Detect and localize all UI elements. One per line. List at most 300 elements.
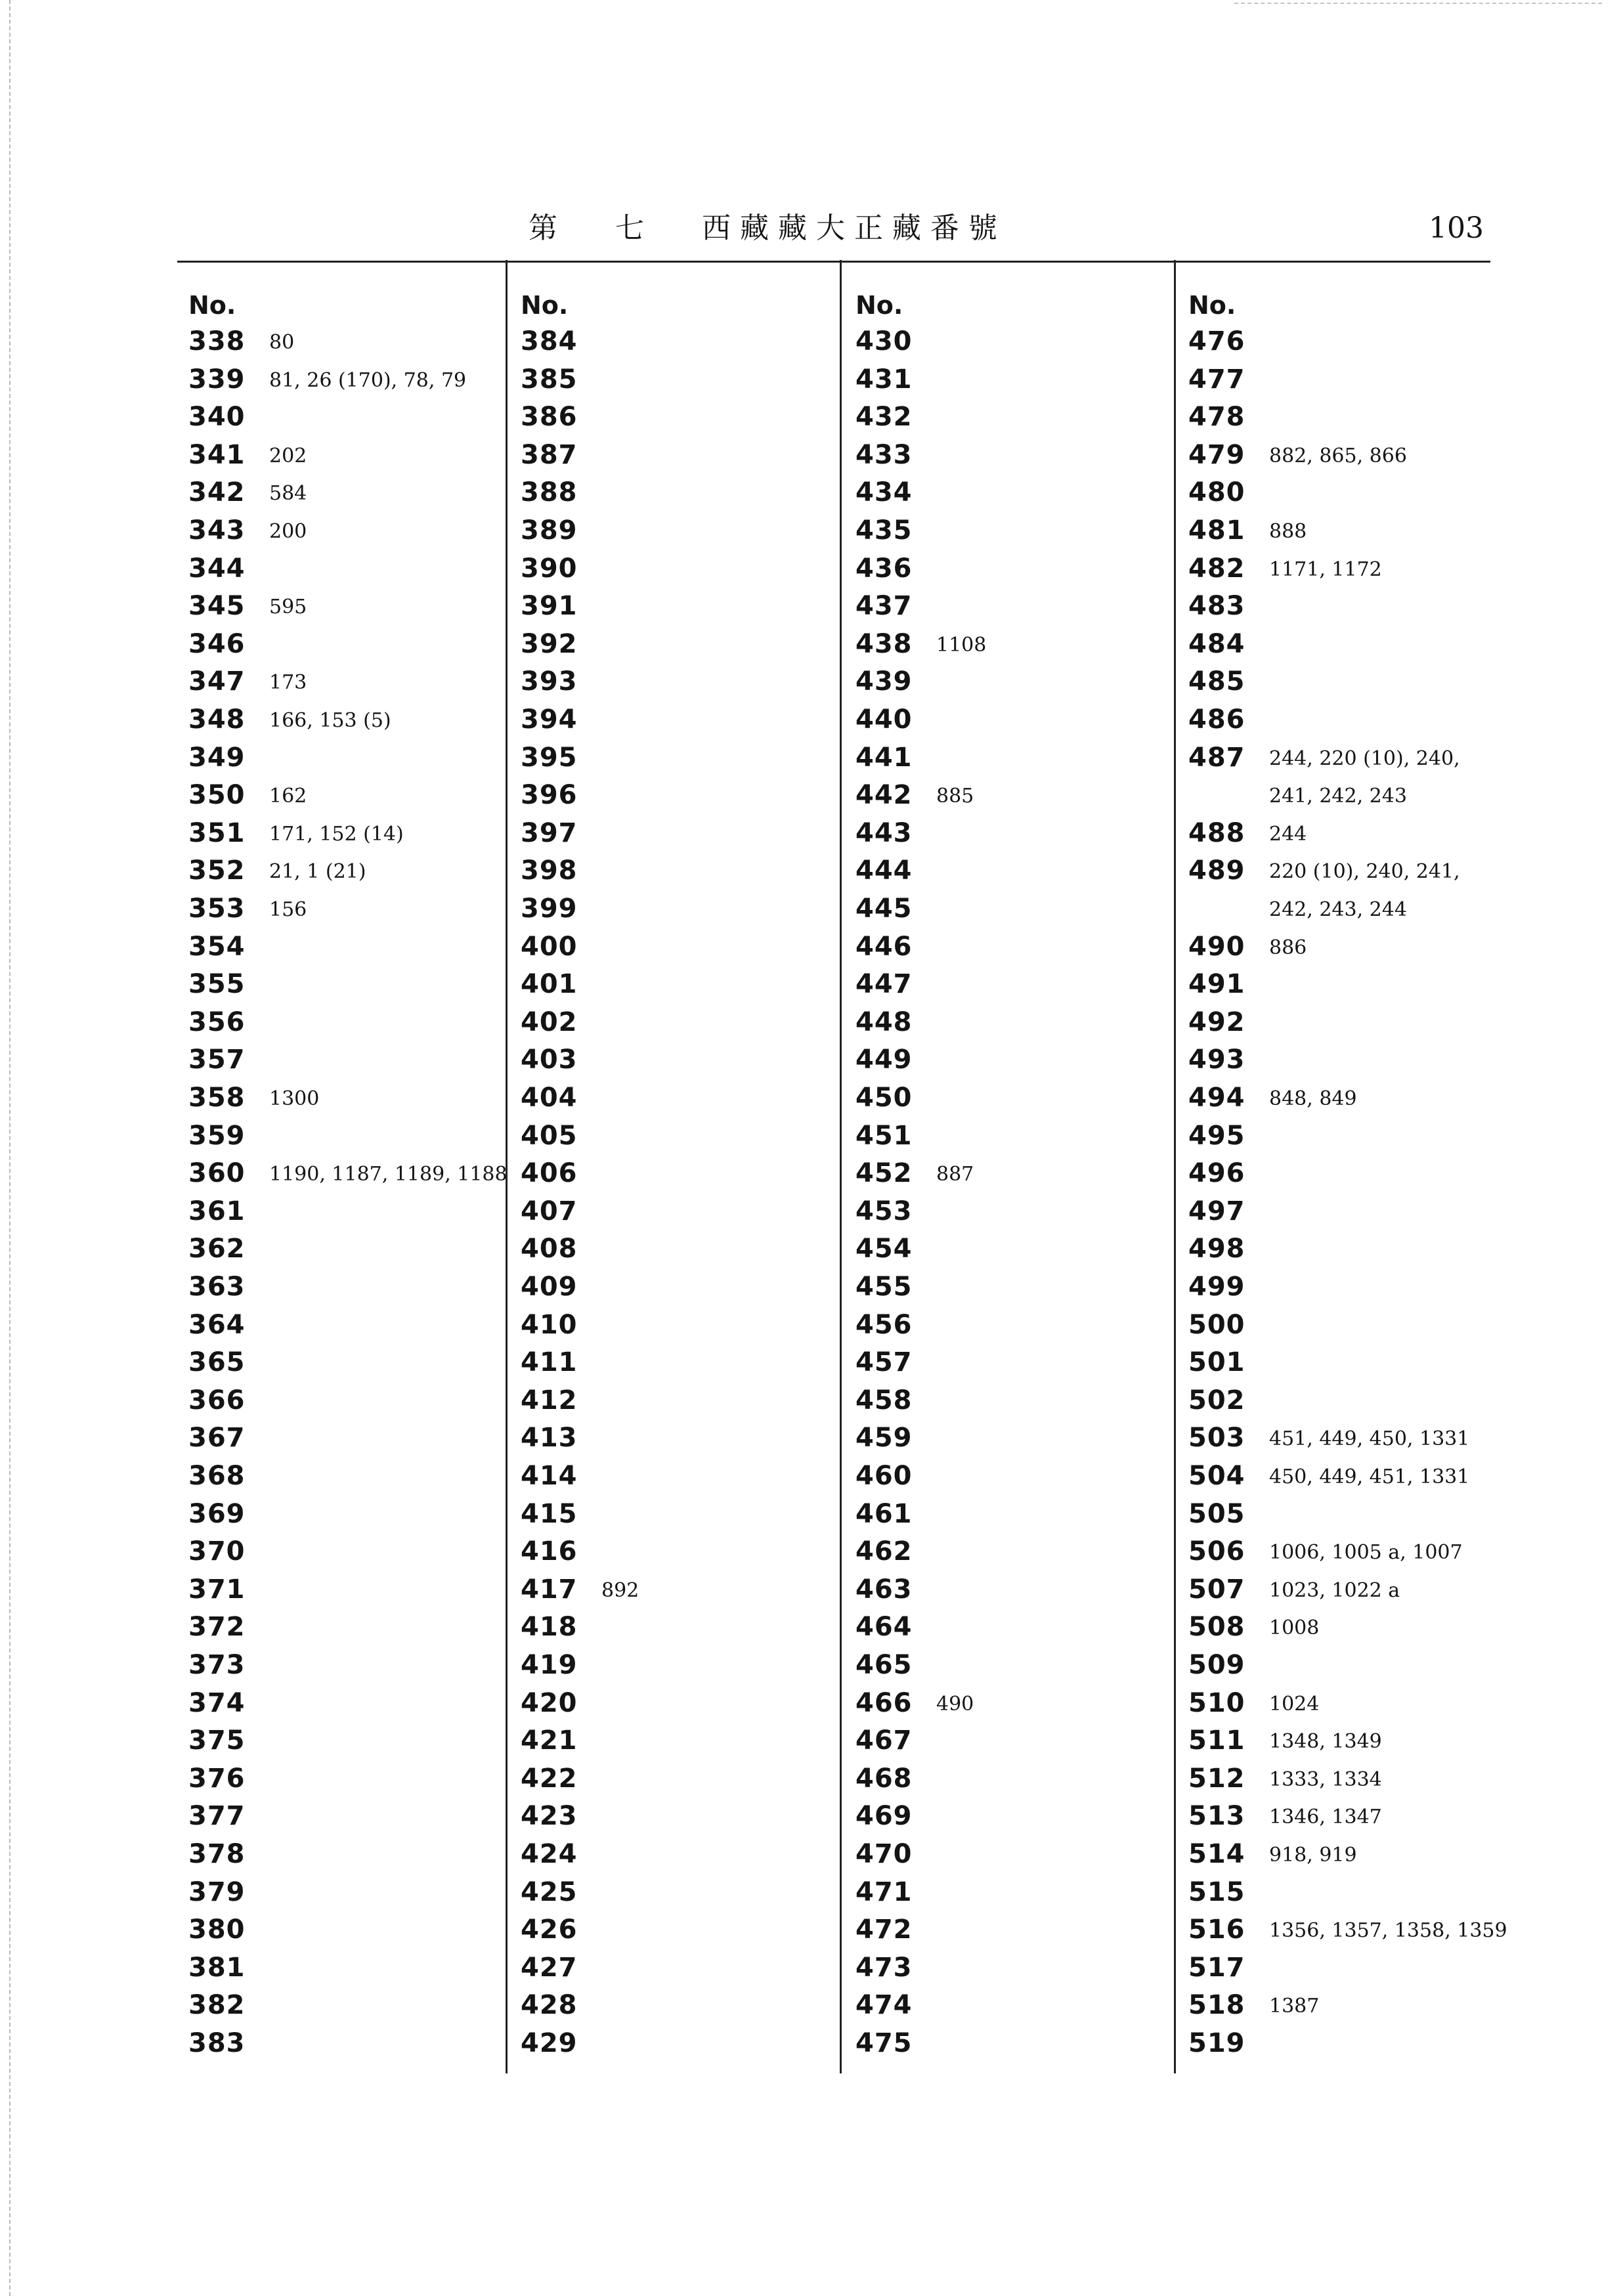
taisho-references: 490 [936,1692,974,1716]
entry-number: 376 [188,1763,246,1794]
entry-number: 379 [188,1876,246,1907]
table-row [855,1004,1197,1041]
entry-number: 492 [1188,1007,1245,1037]
taisho-references: 81, 26 (170), 78, 79 [269,368,467,392]
entry-number: 358 [188,1083,246,1113]
taisho-references: 1348, 1349 [1269,1730,1382,1754]
entry-number: 483 [1188,591,1245,622]
entry-number: 494 [1188,1083,1245,1113]
table-row [1188,1609,1530,1645]
entry-number: 426 [521,1915,578,1945]
entry-number: 512 [1188,1763,1245,1794]
taisho-references: 918, 919 [1269,1844,1357,1867]
entry-number: 503 [1188,1423,1245,1454]
taisho-references: 885 [936,785,974,808]
table-row [1188,1079,1530,1116]
entry-number: 399 [521,894,578,924]
table-row [188,1458,530,1494]
table-row [855,663,1197,700]
entry-number: 392 [521,628,578,659]
scan-left-edge [9,0,11,2296]
entry-number: 506 [1188,1536,1245,1567]
table-row [521,588,862,624]
table-row [855,399,1197,435]
table-row [1188,1760,1530,1797]
header-rule [177,261,1490,263]
entry-number: 485 [1188,666,1245,697]
entry-number: 437 [855,591,913,622]
entry-number: 402 [521,1007,578,1037]
table-row [855,739,1197,776]
entry-number: 353 [188,894,246,924]
entry-number: 502 [1188,1385,1245,1416]
entry-number: 377 [188,1801,246,1832]
table-row [521,890,862,927]
entry-number: 368 [188,1461,246,1491]
taisho-references: 595 [269,596,307,619]
entry-number: 439 [855,666,913,697]
entry-number: 360 [188,1158,246,1189]
taisho-references: 1006, 1005 a, 1007 [1269,1541,1463,1565]
entry-number: 519 [1188,2028,1245,2058]
table-row [521,1155,862,1192]
taisho-references: 200 [269,520,307,543]
table-row [855,550,1197,587]
taisho-references: 887 [936,1163,974,1186]
entry-number: 469 [855,1801,913,1832]
entry-number: 359 [188,1120,246,1151]
entry-number: 472 [855,1915,913,1945]
entry-number: 481 [1188,515,1245,546]
table-row [188,361,530,398]
table-row [855,1041,1197,1078]
table-row [521,1458,862,1494]
entry-number: 444 [855,856,913,886]
table-row [188,739,530,776]
entry-number: 462 [855,1536,913,1567]
entry-number: 428 [521,1990,578,2021]
taisho-references: 1333, 1334 [1269,1767,1382,1791]
table-row [188,701,530,738]
entry-number: 447 [855,969,913,1000]
table-row [188,1344,530,1381]
table-row [521,928,862,965]
table-row [1188,626,1530,662]
table-row [188,1041,530,1078]
entry-number: 374 [188,1687,246,1718]
table-row [855,1722,1197,1759]
table-row [1188,1041,1530,1078]
entry-number: 356 [188,1007,246,1037]
table-row [521,1760,862,1797]
entry-number: 474 [855,1990,913,2021]
table-row [855,437,1197,473]
table-row [1188,815,1530,852]
table-row [188,777,530,813]
entry-number: 477 [1188,364,1245,395]
table-row [521,1041,862,1078]
table-row [188,1533,530,1570]
entry-number: 495 [1188,1120,1245,1151]
table-row [521,1571,862,1608]
table-row [1188,1004,1530,1041]
entry-number: 507 [1188,1574,1245,1605]
table-row [188,1193,530,1230]
table-row [188,1079,530,1116]
table-row [855,1836,1197,1873]
entry-number: 398 [521,856,578,886]
entry-number: 464 [855,1612,913,1643]
table-row [855,1307,1197,1343]
table-row [521,1722,862,1759]
taisho-references: 21, 1 (21) [269,860,366,884]
table-row [188,966,530,1003]
entry-number: 369 [188,1498,246,1529]
entry-number: 387 [521,439,578,470]
entry-number: 436 [855,553,913,584]
entry-number: 423 [521,1801,578,1832]
entry-number: 431 [855,364,913,395]
table-row [1188,1685,1530,1722]
entry-number: 347 [188,666,246,697]
table-row [521,1307,862,1343]
table-row [1188,1458,1530,1494]
table-row [855,1079,1197,1116]
entry-number: 352 [188,856,246,886]
entry-number: 427 [521,1952,578,1983]
entry-number: 470 [855,1839,913,1869]
table-row [521,1609,862,1645]
entry-number: 421 [521,1725,578,1756]
entry-number: 403 [521,1045,578,1075]
entry-number: 501 [1188,1347,1245,1378]
table-row [1188,588,1530,624]
entry-number: 430 [855,326,913,357]
table-row [855,1193,1197,1230]
table-row [1188,512,1530,549]
entry-number: 516 [1188,1915,1245,1945]
entry-number: 490 [1188,931,1245,962]
table-row [188,1307,530,1343]
entry-number: 457 [855,1347,913,1378]
entry-number: 476 [1188,326,1245,357]
entry-number: 364 [188,1309,246,1340]
entry-number: 355 [188,969,246,1000]
table-row [1188,323,1530,360]
entry-number: 489 [1188,856,1245,886]
entry-number: 479 [1188,439,1245,470]
table-row [521,1419,862,1456]
table-row [521,1268,862,1305]
taisho-references: 1024 [1269,1692,1320,1716]
entry-number: 412 [521,1385,578,1416]
table-row [1188,550,1530,587]
table-row [855,1874,1197,1911]
taisho-references: 1108 [936,633,987,657]
taisho-references: 450, 449, 451, 1331 [1269,1465,1470,1488]
entry-number: 348 [188,704,246,735]
entry-number: 357 [188,1045,246,1075]
entry-number: 349 [188,742,246,773]
entry-number: 517 [1188,1952,1245,1983]
table-row [188,1798,530,1834]
table-row [855,701,1197,738]
table-row [521,361,862,398]
table-row [1188,1571,1530,1608]
table-row [1188,1230,1530,1267]
table-row [188,1609,530,1645]
entry-number: 393 [521,666,578,697]
entry-number: 445 [855,894,913,924]
table-row [188,1419,530,1456]
table-row [521,966,862,1003]
entry-number: 429 [521,2028,578,2058]
entry-number: 475 [855,2028,913,2058]
entry-number: 416 [521,1536,578,1567]
taisho-references: 888 [1269,520,1307,543]
entry-number: 381 [188,1952,246,1983]
table-row [1188,2025,1530,2062]
entry-number: 508 [1188,1612,1245,1643]
taisho-references: 1023, 1022 a [1269,1578,1400,1602]
table-row [1188,437,1530,473]
table-row [521,1533,862,1570]
table-row [855,1571,1197,1608]
table-row [521,1685,862,1722]
entry-number: 455 [855,1272,913,1302]
entry-number: 440 [855,704,913,735]
taisho-references: 886 [1269,936,1307,959]
entry-number: 438 [855,628,913,659]
table-row [521,512,862,549]
table-row [1188,890,1530,927]
entry-number: 453 [855,1196,913,1226]
entry-number: 450 [855,1083,913,1113]
entry-number: 493 [1188,1045,1245,1075]
entry-number: 498 [1188,1234,1245,1265]
entry-number: 401 [521,969,578,1000]
table-row [855,626,1197,662]
taisho-references: 892 [601,1578,639,1602]
entry-number: 419 [521,1650,578,1680]
entry-number: 487 [1188,742,1245,773]
entry-number: 510 [1188,1687,1245,1718]
table-row [1188,1344,1530,1381]
entry-number: 465 [855,1650,913,1680]
table-row [855,474,1197,511]
entry-number: 468 [855,1763,913,1794]
table-row [1188,399,1530,435]
table-row [188,2025,530,2062]
table-row [855,815,1197,852]
entry-number: 514 [1188,1839,1245,1869]
entry-number: 418 [521,1612,578,1643]
entry-number: 478 [1188,402,1245,433]
table-row [188,928,530,965]
entry-number: 386 [521,402,578,433]
entry-number: 458 [855,1385,913,1416]
column-heading-no: No. [188,291,236,320]
table-row [521,1004,862,1041]
entry-number: 382 [188,1990,246,2021]
entry-number: 397 [521,817,578,848]
taisho-references: 202 [269,444,307,467]
table-row [521,626,862,662]
table-row [188,852,530,889]
taisho-references: 1190, 1187, 1189, 1188 [269,1163,508,1186]
entry-number: 435 [855,515,913,546]
entry-number: 389 [521,515,578,546]
entry-number: 372 [188,1612,246,1643]
table-row [521,739,862,776]
table-row [855,1609,1197,1645]
taisho-references: 1300 [269,1087,320,1110]
table-row [855,1382,1197,1419]
table-row [1188,1496,1530,1532]
entry-number: 396 [521,780,578,811]
entry-number: 456 [855,1309,913,1340]
table-row [521,1496,862,1532]
table-row [188,323,530,360]
entry-number: 373 [188,1650,246,1680]
entry-number: 432 [855,402,913,433]
table-row [1188,701,1530,738]
entry-number: 391 [521,591,578,622]
table-row [855,1533,1197,1570]
entry-number: 424 [521,1839,578,1869]
column-heading-no: No. [855,291,903,320]
entry-number: 473 [855,1952,913,1983]
taisho-references: 882, 865, 866 [1269,444,1407,467]
table-row [1188,1722,1530,1759]
entry-number: 395 [521,742,578,773]
table-row [188,1004,530,1041]
table-row [188,1836,530,1873]
table-row [855,1117,1197,1154]
table-row [855,1685,1197,1722]
table-row [521,1911,862,1948]
entry-number: 422 [521,1763,578,1794]
entry-number: 449 [855,1045,913,1075]
entry-number: 351 [188,817,246,848]
table-row [188,399,530,435]
entry-number: 362 [188,1234,246,1265]
table-row [1188,663,1530,700]
entry-number: 385 [521,364,578,395]
entry-number: 443 [855,817,913,848]
taisho-references: 451, 449, 450, 1331 [1269,1427,1470,1451]
entry-number: 454 [855,1234,913,1265]
entry-number: 350 [188,780,246,811]
entry-number: 383 [188,2028,246,2058]
taisho-references: 584 [269,482,307,506]
entry-number: 488 [1188,817,1245,848]
table-row [188,815,530,852]
scan-top-edge [1234,3,1602,4]
entry-number: 504 [1188,1461,1245,1491]
entry-number: 509 [1188,1650,1245,1680]
entry-number: 343 [188,515,246,546]
table-row [855,323,1197,360]
taisho-references: 242, 243, 244 [1269,898,1407,921]
table-row [521,1874,862,1911]
entry-number: 384 [521,326,578,357]
taisho-references: 1356, 1357, 1358, 1359 [1269,1919,1507,1943]
entry-number: 371 [188,1574,246,1605]
table-row [521,1344,862,1381]
entry-number: 448 [855,1007,913,1037]
taisho-references: 1346, 1347 [1269,1806,1382,1829]
entry-number: 467 [855,1725,913,1756]
page-number: 103 [1429,211,1484,245]
entry-number: 366 [188,1385,246,1416]
entry-number: 460 [855,1461,913,1491]
taisho-references: 173 [269,671,307,695]
entry-number: 451 [855,1120,913,1151]
entry-number: 499 [1188,1272,1245,1302]
entry-number: 367 [188,1423,246,1454]
table-row [855,1911,1197,1948]
table-row [188,1760,530,1797]
table-row [188,1571,530,1608]
entry-number: 361 [188,1196,246,1226]
table-row [855,1155,1197,1192]
column-heading-no: No. [1188,291,1236,320]
taisho-references: 166, 153 (5) [269,709,391,732]
table-row [1188,1798,1530,1834]
entry-number: 406 [521,1158,578,1189]
table-row [1188,1268,1530,1305]
table-row [188,1496,530,1532]
taisho-references: 244 [1269,822,1307,846]
entry-number: 463 [855,1574,913,1605]
entry-number: 480 [1188,477,1245,508]
table-row [855,777,1197,813]
table-row [521,2025,862,2062]
taisho-references: 171, 152 (14) [269,822,404,846]
table-row [188,550,530,587]
table-row [855,1419,1197,1456]
entry-number: 441 [855,742,913,773]
table-row [188,1268,530,1305]
table-row [521,852,862,889]
table-row [521,1798,862,1834]
entry-number: 375 [188,1725,246,1756]
table-row [521,323,862,360]
entry-number: 434 [855,477,913,508]
taisho-references: 80 [269,331,295,354]
page-title: 第 七 西 藏 藏 大 正 藏 番 號 [529,211,997,245]
entry-number: 338 [188,326,246,357]
table-row [855,588,1197,624]
entry-number: 370 [188,1536,246,1567]
column-heading-no: No. [521,291,569,320]
table-row [188,1230,530,1267]
entry-number: 471 [855,1876,913,1907]
table-row [855,2025,1197,2062]
table-row [188,626,530,662]
table-row [521,1079,862,1116]
table-row [188,512,530,549]
table-row [188,1685,530,1722]
entry-number: 452 [855,1158,913,1189]
entry-number: 484 [1188,628,1245,659]
entry-number: 341 [188,439,246,470]
table-row [1188,852,1530,889]
table-row [188,1155,530,1192]
entry-number: 414 [521,1461,578,1491]
table-row [188,1647,530,1683]
